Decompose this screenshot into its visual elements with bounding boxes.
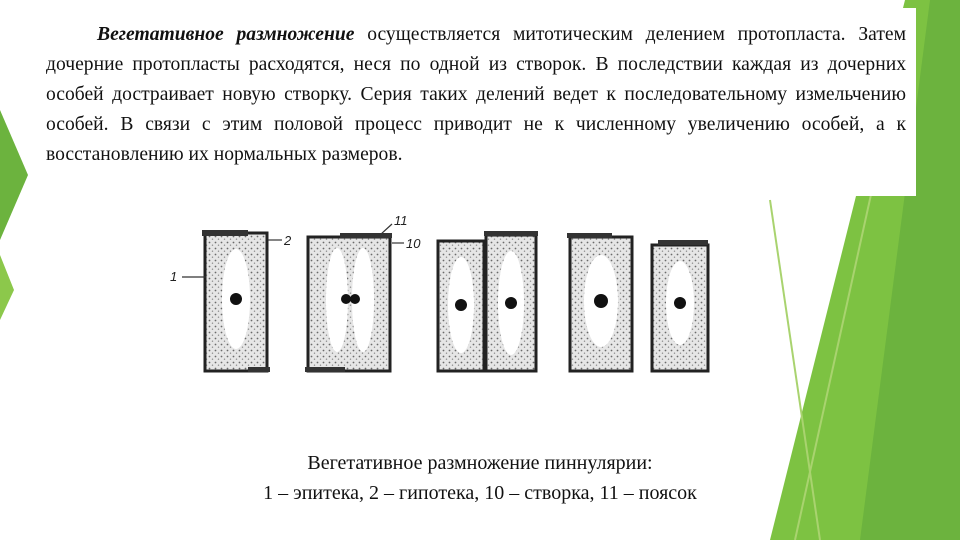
- left-green-sliver: [0, 255, 14, 320]
- figure-caption: [160, 448, 800, 508]
- paragraph-emphasis: Вегетативное размножение: [97, 24, 355, 45]
- diatom-cell-5: [567, 233, 632, 371]
- diatom-cell-4: [484, 231, 538, 371]
- left-green-triangle: [0, 110, 28, 240]
- caption-line-2: 1 – эпитека, 2 – гипотека, 10 – створка, 11 – поясок: [263, 482, 697, 504]
- label-2: 2: [284, 233, 292, 248]
- diatom-cell-6: [652, 240, 708, 371]
- text-box: [36, 8, 916, 196]
- paragraph-text: осуществляется митотическим делением протопласта. Затем дочерние протопласты расходятся, неся по одной из створок. В последствии каждая из дочерних особей достраивает новую створку. Серия таких делений ведет к последовательному измельчению особей. В связи с этим половой процесс приводит не к численному увеличению особей, а к восстановлению их нормальных размеров.: [46, 24, 907, 165]
- diatom-cell-2: [305, 233, 392, 372]
- diatom-cell-1: [202, 230, 270, 372]
- caption-line-1: Вегетативное размножение пиннулярии:: [307, 452, 653, 474]
- pinnularia-division-figure: [160, 205, 760, 385]
- description-paragraph: [46, 20, 906, 170]
- label-1: 1: [170, 269, 178, 284]
- label-11: 11: [394, 213, 408, 228]
- label-10: 10: [406, 236, 421, 251]
- diatom-cell-3: [438, 241, 484, 371]
